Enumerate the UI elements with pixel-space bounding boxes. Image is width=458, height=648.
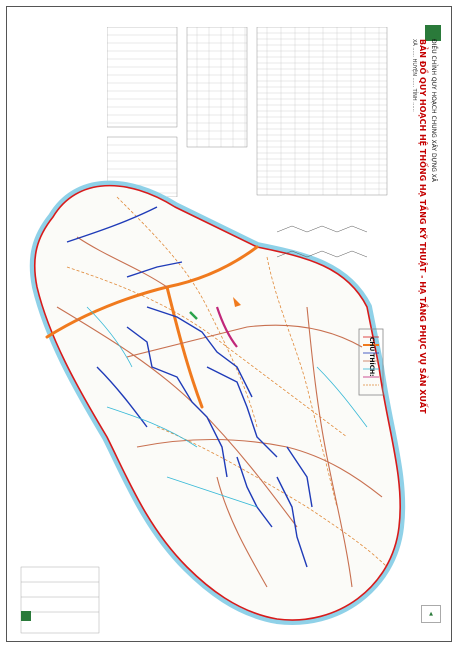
stamp-icon (21, 611, 31, 621)
north-arrow-icon: ▲ (421, 605, 441, 623)
map-canvas (7, 7, 453, 643)
bottom-legend (21, 567, 99, 633)
title-line-1: ĐIỀU CHỈNH QUY HOẠCH CHUNG XÂY DỰNG XÃ (430, 39, 437, 183)
map-title: BẢN ĐỒ QUY HOẠCH HỆ THỐNG HẠ TẦNG KỸ THUẬT - HẠ TẦNG PHỤC VỤ SẢN XUẤT (418, 39, 427, 414)
map-sheet (6, 6, 452, 642)
legend-title: CHÚ THÍCH: (368, 337, 375, 377)
title-line-3: XÃ ...... HUYỆN ...... TỈNH ...... (411, 39, 417, 112)
commune-area (35, 186, 400, 620)
